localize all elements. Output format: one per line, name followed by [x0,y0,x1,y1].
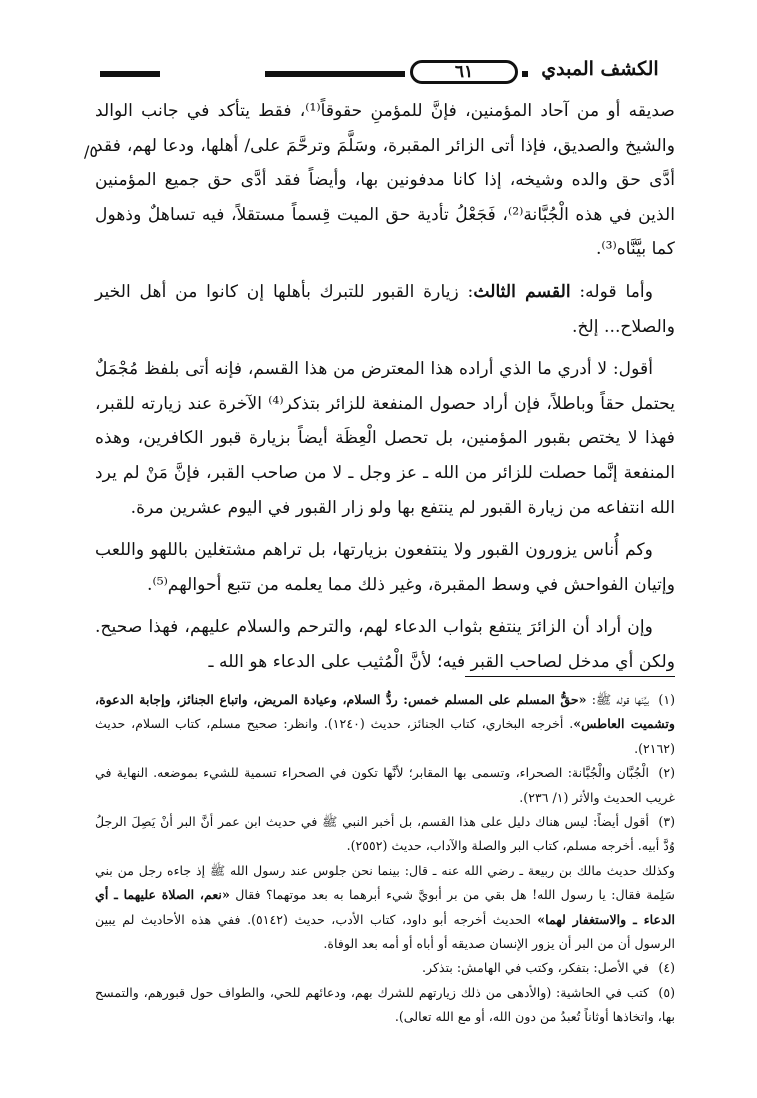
footnote-number: (٣) [658,814,675,830]
paragraph-2-rest: : زيارة القبور للتبرك بأهلها إن كانوا من أهل الخير والصلاح... إلخ. [95,281,675,337]
paragraph-3: أقول: لا أدري ما الذي أراده هذا المعترض من هذا القسم، فإنه أتى بلفظ مُجْمَلٌ يحتمل حقاً وباطلاً، فإن أراد حصول المنفعة للزائر بتذكر⁽⁴⁾ الآخرة عند زيارته للقبر، فهذا لا يختص بقبور المؤمنين، بل تحصل الْعِظَة أيضاً بزيارة قبور الكافرين، وهذه المنفعة إنَّما حصلت للزائر من الله ـ عز وجل ـ لا من صاحب القبر، فإنَّ مَنْ لم يرد الله انتفاعه من زيارة القبور لم ينتفع بها ولو زار القبور في اليوم عشرين مرة. [95,359,675,518]
footnote-3-text: أقول أيضاً: ليس هناك دليل على هذا القسم، بل أخبر النبي ﷺ في حديث ابن عمر أنَّ البر أنْ يَصِلَ الرجلُ وُدَّ أبيه. أخرجه مسلم، كتاب البر والصلة والآداب، حديث (٢٥٥٢). [95,814,675,854]
header-rule [265,71,405,77]
footnote-separator [465,676,675,677]
header-rule [522,71,528,77]
footnote-5 [95,981,675,1030]
footnote-3-cont-rest: الحديث أخرجه أبو داود، كتاب الأدب، حديث (٥١٤٢). ففي هذه الأحاديث لم يبين الرسول أن من البر أن يزور الإنسان صديقه أو أباه أو أمه بعد الوفاة. [95,911,675,952]
running-title: الكشف المبدي [541,58,659,80]
footnote-5-text: كتب في الحاشية: (والأدهى من ذلك زيارتهم للشرك بهم، ودعائهم للحي، والطواف حول قبورهم، والتمسح بها، واتخاذها أوثاناً تُعبدُ من دون الله، أو مع الله تعالى). [95,984,675,1025]
footnote-2-text: الْجُبَّان والْجُبَّانة: الصحراء، وتسمى بها المقابر؛ لأنَّها تكون في الصحراء تسمية للشيء بموضعه. النهاية في غريب الحديث والأثر (١/ ٢٣٦). [95,765,675,805]
footnote-1-lead: بيَّنَها قوله ﷺ: [586,692,649,707]
paragraph-4: وكم أُناس يزورون القبور ولا ينتفعون بزيارتها، بل تراهم مشتغلين باللهو واللعب وإتيان الفواحش في وسط المقبرة، وغير ذلك مما يعلمه من تتبع أحوالهم⁽⁵⁾. [95,540,675,595]
footnote-number: (٥) [658,984,675,1000]
header-rule [100,71,160,77]
page-number: ٦١ [410,60,518,84]
manuscript-folio-note: ٥/ [84,142,98,161]
footnote-1 [95,688,675,761]
paragraph-1: صديقه أو من آحاد المؤمنين، فإنَّ للمؤمنِ حقوقاً⁽¹⁾، فقط يتأكد في جانب الوالد والشيخ والصديق، فإذا أتى الزائر المقبرة، وسَلَّمَ وترحَّمَ على/ أهلها، ودعا لهم، فقد أدَّى حق والده وشيخه، إذا كانا مدفونين بها، وأيضاً فقد أدَّى حق جميع المؤمنين الذين في هذه الْجُبَّانة⁽²⁾، فَجَعْلُ تأدية حق الميت قِسماً مستقلاً، فيه تساهلٌ وذهول كما بيَّنَّاه⁽³⁾. [95,101,675,260]
hadith-quote: «نعم، الصلاة عليهما ـ أي الدعاء ـ والاستغفار لهما» [95,887,675,927]
footnote-2 [95,761,675,810]
footnote-number: (٢) [658,765,675,781]
footnote-1-rest: . أخرجه البخاري، كتاب الجنائز، حديث (١٢٤٠). وانظر: صحيح مسلم، كتاب السلام، حديث (٢١٦٢). [95,716,675,756]
footnote-4 [95,956,675,980]
paragraph-5: وإن أراد أن الزائرَ ينتفع بثواب الدعاء لهم، والترحم والسلام عليهم، فهذا صحيح. ولكن أي مدخل لصاحب القبر فيه؛ لأنَّ الْمُثيب على الدعاء هو الله ـ [95,617,675,672]
footnote-4-text: في الأصل: بتفكر، وكتب في الهامش: بتذكر. [422,960,649,976]
footnote-3 [95,810,675,859]
paragraph-2-lead: وأما قوله: [570,281,654,302]
footnote-3-cont-lead: وكذلك حديث مالك بن ربيعة ـ رضي الله عنه ـ قال: بينما نحن جلوس عند رسول الله ﷺ إذ جاءه رجل من بني سَلِمة فقال: يا رسول الله! هل بقي من بر أبويَّ شيء أبرهما به بعد موتهما؟ فقال [95,862,675,903]
section-heading: القسم الثالث [473,281,571,302]
main-text [95,94,675,680]
hadith-quote: «حقُّ المسلم على المسلم خمس: ردُّ السلام، وعيادة المريض، واتباع الجنائز، وإجابة الدعوة، وتشميت العاطس» [95,692,675,732]
paragraph-2 [95,275,675,344]
footnote-3-continuation [95,859,675,957]
footnote-number: (٤) [658,960,675,976]
footnotes [95,688,675,1030]
footnote-number: (١) [658,692,675,707]
page-header [100,52,660,92]
